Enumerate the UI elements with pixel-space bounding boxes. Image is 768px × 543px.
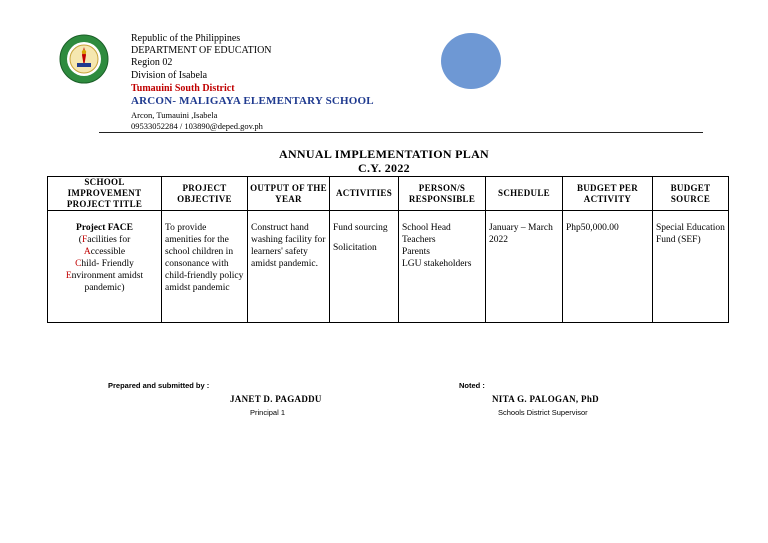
project-name: Project FACE — [76, 223, 133, 233]
prepared-by-title: Principal 1 — [250, 408, 286, 417]
person-item: Parents — [402, 247, 430, 257]
header-divider — [99, 132, 703, 133]
person-item: Teachers — [402, 235, 436, 245]
face-line-5: pandemic) — [84, 283, 125, 293]
person-item: LGU stakeholders — [402, 259, 472, 269]
person-item: School Head — [402, 223, 451, 233]
face-line-2: Accessible — [83, 247, 126, 257]
cell-output: Construct hand washing facility for learners' safety amidst pandemic. — [248, 211, 330, 323]
table-header-row — [48, 177, 729, 211]
col-header-project-title: SCHOOL IMPROVEMENT PROJECT TITLE — [48, 177, 162, 211]
blue-circle-logo — [441, 33, 501, 89]
col-header-activities: ACTIVITIES — [330, 177, 399, 211]
deped-seal-logo — [55, 33, 113, 85]
header-department: DEPARTMENT OF EDUCATION — [131, 45, 272, 56]
prepared-by-name: JANET D. PAGADDU — [230, 394, 322, 404]
header-republic: Republic of the Philippines — [131, 33, 241, 44]
header-district: Tumauini South District — [131, 83, 235, 94]
col-header-schedule: SCHEDULE — [486, 177, 563, 211]
cell-objective: To provide amenities for the school children in consonance with child-friendly policy amidst pandemic — [162, 211, 248, 323]
col-header-persons: PERSON/S RESPONSIBLE — [399, 177, 486, 211]
cell-budget: Php50,000.00 — [563, 211, 653, 323]
face-line-1: (Facilities for — [78, 235, 131, 245]
document-year: C.Y. 2022 — [358, 161, 410, 175]
header-region: Region 02 — [131, 57, 173, 68]
prepared-by-label: Prepared and submitted by : — [108, 381, 210, 390]
cell-persons — [399, 211, 486, 323]
document-title: ANNUAL IMPLEMENTATION PLAN — [278, 147, 490, 161]
implementation-plan-table — [47, 176, 729, 323]
header-contact: 09533052284 / 103890@deped.gov.ph — [131, 121, 263, 131]
col-header-output: OUTPUT OF THE YEAR — [248, 177, 330, 211]
cell-project-title — [48, 211, 162, 323]
header-division: Division of Isabela — [131, 70, 208, 81]
activity-item: Fund sourcing — [333, 223, 388, 233]
col-header-objective: PROJECT OBJECTIVE — [162, 177, 248, 211]
cell-schedule: January – March 2022 — [486, 211, 563, 323]
table-row — [48, 211, 729, 323]
cell-source: Special Education Fund (SEF) — [653, 211, 729, 323]
col-header-budget: BUDGET PER ACTIVITY — [563, 177, 653, 211]
header-school-name: ARCON- MALIGAYA ELEMENTARY SCHOOL — [131, 95, 374, 107]
noted-by-title: Schools District Supervisor — [498, 408, 588, 417]
cell-activities — [330, 211, 399, 323]
col-header-source: BUDGET SOURCE — [653, 177, 729, 211]
face-line-3: Child- Friendly — [75, 259, 134, 269]
activity-item: Solicitation — [333, 243, 377, 253]
header-address: Arcon, Tumauini ,Isabela — [131, 110, 218, 120]
noted-by-label: Noted : — [459, 381, 485, 390]
noted-by-name: NITA G. PALOGAN, PhD — [492, 394, 599, 404]
face-line-4: Environment amidst — [65, 271, 144, 281]
